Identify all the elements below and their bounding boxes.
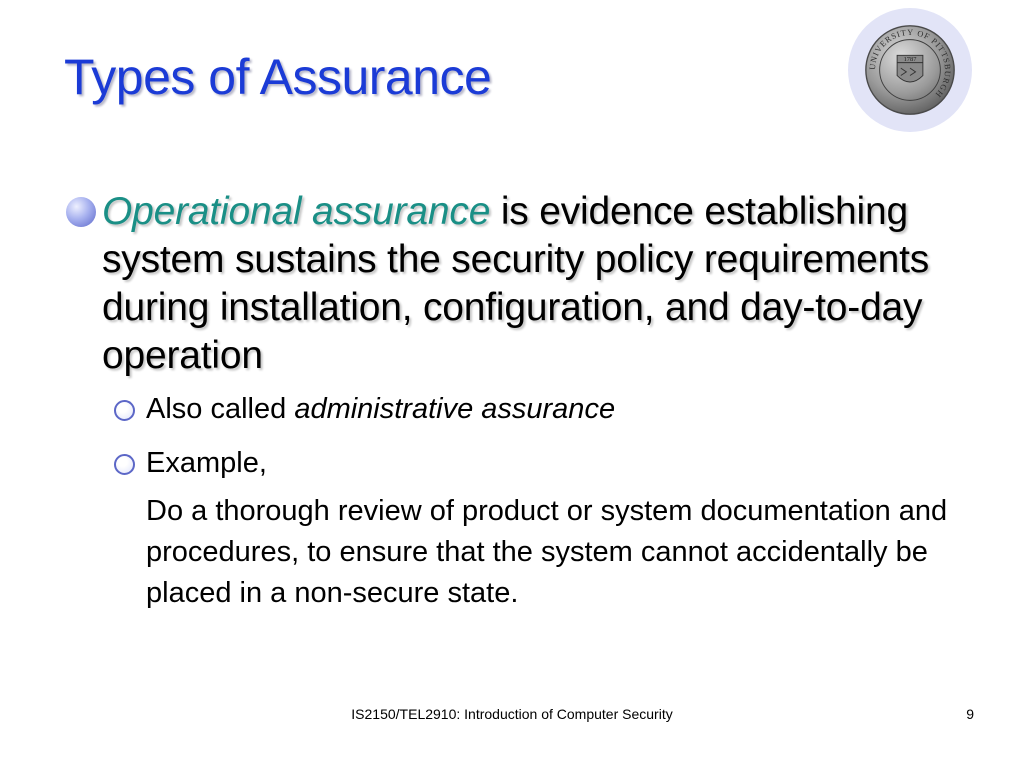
ring-bullet-icon [114,400,135,421]
bullet-description: is evidence establishing system sustains the security policy requirements during installation, configuration, and day-to-day operation [102,190,930,377]
example-text: Do a thorough review of product or system documentation and procedures, to ensure that the system cannot accidentally be placed in a non-secure state. [146,495,948,609]
bullet-text [102,188,946,380]
bullet-sphere-icon [66,197,96,227]
term-operational-assurance: Operational assurance [102,190,491,233]
term-administrative-assurance: administrative assurance [294,393,616,425]
seal-year: 1787 [903,55,917,63]
slide-footer: IS2150/TEL2910: Introduction of Computer Security [351,706,673,722]
sub-bullet-example-label: Example, [146,447,267,479]
slide-title: Types of Assurance [64,49,492,105]
university-seal [848,8,972,132]
sub-bullet-example [114,446,974,480]
university-seal-icon [864,24,956,116]
ring-bullet-icon [114,454,135,475]
bullet-operational-assurance [66,188,946,380]
page-number: 9 [966,706,974,722]
sub-bullet-prefix: Also called [146,393,295,425]
seal-ring-text: UNIVERSITY OF PITTSBURGH [867,28,953,100]
sub-bullet-also-called [114,392,974,426]
